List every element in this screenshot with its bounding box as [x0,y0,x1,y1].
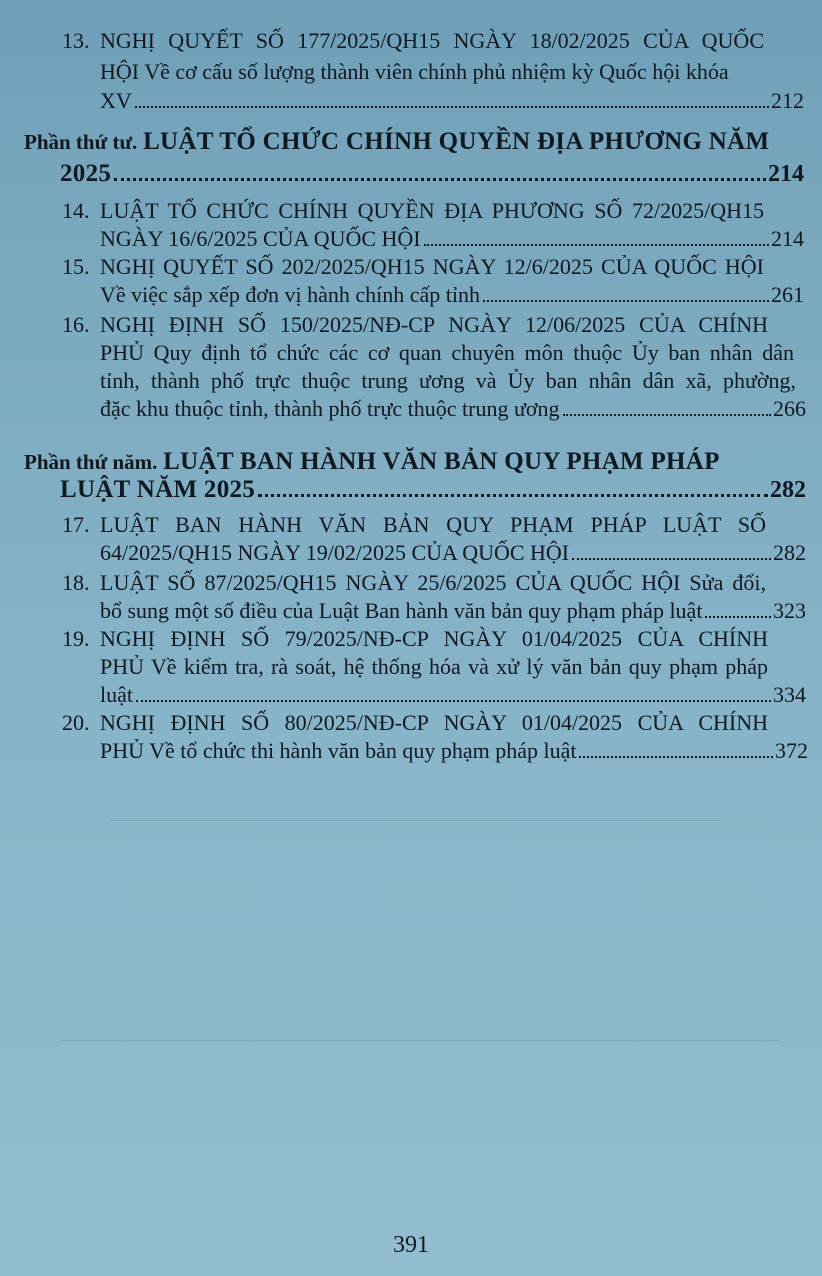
page-ref: 323 [773,598,806,623]
entry-title-line: NGHỊ QUYẾT SỐ 202/2025/QH15 NGÀY 12/6/2025 CỦA QUỐC HỘI [100,254,764,279]
entry-number: 15. [62,254,90,279]
entry-title-line: LUẬT SỐ 87/2025/QH15 NGÀY 25/6/2025 CỦA QUỐC HỘI Sửa đổi, [100,570,766,595]
entry-title-line: bổ sung một số điều của Luật Ban hành văn bản quy phạm pháp luật [100,598,703,623]
entry-title-line: PHỦ Về kiểm tra, rà soát, hệ thống hóa và xử lý văn bản quy phạm pháp [100,654,768,679]
entry-number: 16. [62,312,90,337]
entry-leader-line [100,226,804,252]
page-ref: 261 [771,282,804,307]
entry-leader-line [100,282,804,308]
section-label: Phần thứ tư. [24,130,138,154]
entry-number: 18. [62,570,90,595]
show-through-rule [60,1040,780,1041]
section-label: Phần thứ năm. [24,450,158,474]
entry-leader-line [100,540,806,566]
page-ref: 282 [770,477,806,503]
page-ref: 372 [775,738,808,763]
entry-leader-line [100,88,804,114]
entry-title-line: tỉnh, thành phố trực thuộc trung ương và Ủy ban nhân dân xã, phường, [100,368,796,393]
page-ref: 282 [773,540,806,565]
page-ref: 212 [771,88,804,113]
dot-leader [483,300,769,302]
entry-leader-line [100,682,806,708]
dot-leader [563,414,771,416]
entry-number: 17. [62,512,90,537]
page-ref: 334 [773,682,806,707]
section-heading-line [24,448,720,476]
entry-title-line: LUẬT BAN HÀNH VĂN BẢN QUY PHẠM PHÁP LUẬT SỐ [100,512,766,537]
dot-leader [705,616,771,618]
dot-leader [572,558,771,560]
dot-leader [424,244,769,246]
page-ref: 214 [768,161,804,187]
entry-leader-line [60,160,804,188]
dot-leader [135,106,769,108]
dot-leader [114,178,766,181]
entry-title-line: Về việc sắp xếp đơn vị hành chính cấp tỉnh [100,282,481,307]
dot-leader [136,700,771,702]
entry-number: 20. [62,710,90,735]
show-through-rule [110,820,720,821]
page-ref: 266 [773,396,806,421]
section-title: LUẬT NĂM 2025 [60,476,256,503]
dot-leader [579,756,773,758]
entry-title-line: 64/2025/QH15 NGÀY 19/02/2025 CỦA QUỐC HỘI [100,540,570,565]
page-number: 391 [393,1232,429,1258]
entry-leader-line [100,738,808,764]
entry-title-line: LUẬT TỔ CHỨC CHÍNH QUYỀN ĐỊA PHƯƠNG SỐ 72/2025/QH15 [100,198,764,223]
entry-title-line: PHỦ Về tổ chức thi hành văn bản quy phạm pháp luật [100,738,577,763]
entry-title-line: XV [100,88,132,113]
section-title: 2025 [60,160,112,187]
section-heading-line [24,128,769,156]
section-title: LUẬT BAN HÀNH VĂN BẢN QUY PHẠM PHÁP [163,448,720,475]
entry-number: 14. [62,198,90,223]
dot-leader [258,494,768,497]
entry-title-line: đặc khu thuộc tỉnh, thành phố trực thuộc trung ương [100,396,560,421]
section-title: LUẬT TỔ CHỨC CHÍNH QUYỀN ĐỊA PHƯƠNG NĂM [143,128,770,155]
entry-title-line: NGHỊ QUYẾT SỐ 177/2025/QH15 NGÀY 18/02/2025 CỦA QUỐC [100,28,764,53]
entry-leader-line [100,598,806,624]
entry-leader-line [100,396,806,422]
entry-title-line: PHỦ Quy định tổ chức các cơ quan chuyên môn thuộc Ủy ban nhân dân [100,340,794,365]
entry-leader-line [60,476,806,504]
entry-number: 19. [62,626,90,651]
entry-title-line: luật [100,682,133,707]
page-ref: 214 [771,226,804,251]
entry-title-line: NGHỊ ĐỊNH SỐ 150/2025/NĐ-CP NGÀY 12/06/2025 CỦA CHÍNH [100,312,768,337]
entry-title-line: NGHỊ ĐỊNH SỐ 79/2025/NĐ-CP NGÀY 01/04/2025 CỦA CHÍNH [100,626,768,651]
entry-title-line: HỘI Về cơ cấu số lượng thành viên chính phủ nhiệm kỳ Quốc hội khóa [100,59,729,84]
entry-title-line: NGHỊ ĐỊNH SỐ 80/2025/NĐ-CP NGÀY 01/04/2025 CỦA CHÍNH [100,710,768,735]
entry-number: 13. [62,28,90,53]
entry-title-line: NGÀY 16/6/2025 CỦA QUỐC HỘI [100,226,421,251]
